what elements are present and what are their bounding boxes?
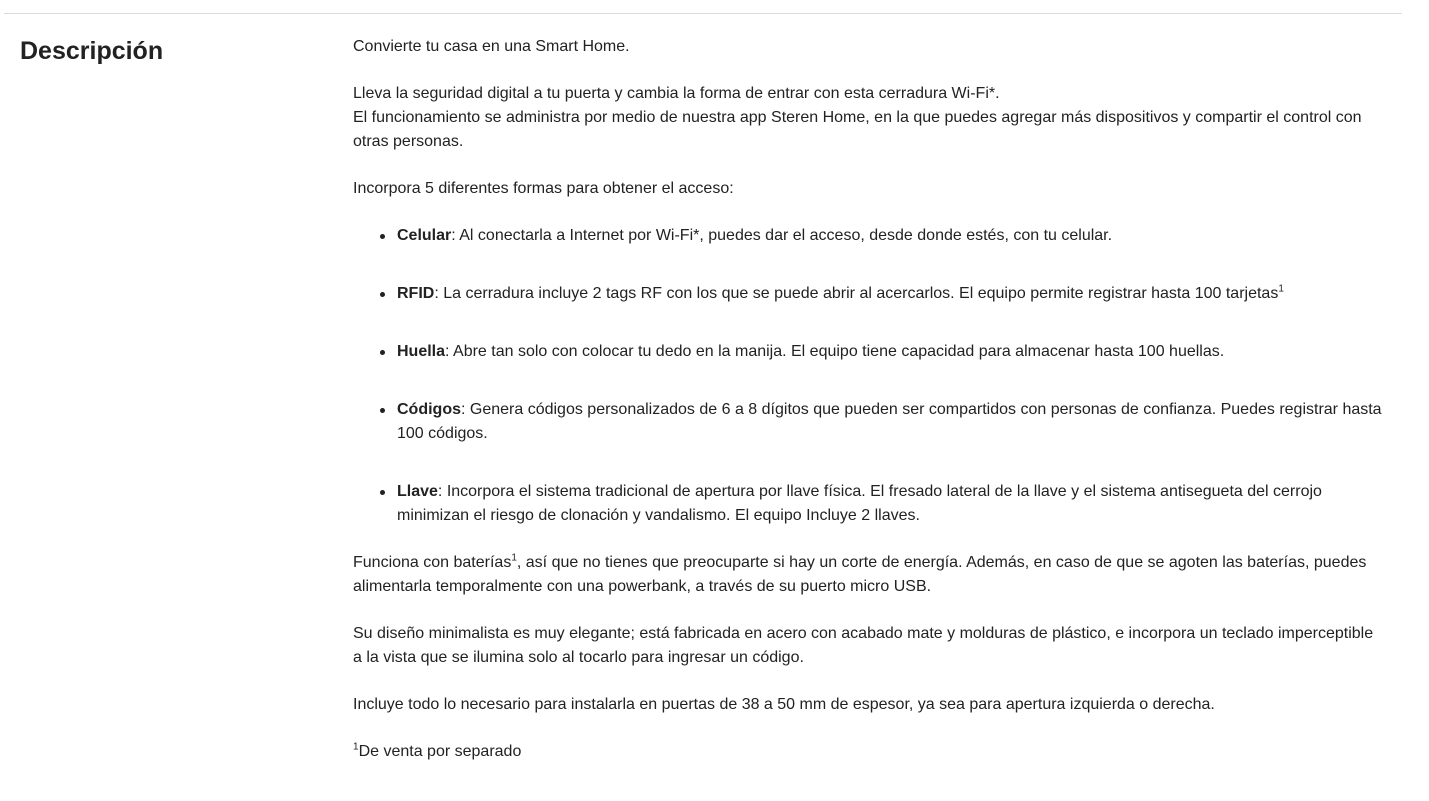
footnote-marker: 1 — [1278, 283, 1284, 295]
bullet-icon — [380, 234, 385, 239]
install-paragraph: Incluye todo lo necesario para instalarla en puertas de 38 a 50 mm de espesor, ya sea para apertura izquierda o derecha. — [353, 696, 1215, 713]
list-item — [397, 398, 1383, 446]
bullet-icon — [380, 292, 385, 297]
description-body — [353, 35, 1383, 764]
top-divider — [4, 13, 1402, 14]
footnote-marker: 1 — [353, 741, 359, 753]
battery-paragraph — [353, 551, 1383, 599]
footnote-marker: 1 — [511, 552, 517, 564]
list-item-text: : Al conectarla a Internet por Wi-Fi*, puedes dar el acceso, desde donde estés, con tu celular. — [451, 227, 1113, 244]
app-paragraph-line2: El funcionamiento se administra por medio de nuestra app Steren Home, en la que puedes agregar más dispositivos y compartir el control con otras personas. — [353, 109, 1362, 150]
intro-paragraph: Convierte tu casa en una Smart Home. — [353, 38, 630, 55]
battery-text-end: , así que no tienes que preocuparte si hay un corte de energía. Además, en caso de que se agoten las baterías, puedes alimentarla temporalmente con una powerbank, a través de su puerto micro USB. — [353, 554, 1367, 595]
bullet-icon — [380, 408, 385, 413]
list-item-text: : La cerradura incluye 2 tags RF con los que se puede abrir al acercarlos. El equipo permite registrar hasta 100 tarjetas — [434, 285, 1279, 302]
list-item — [397, 282, 1383, 306]
list-item-text: : Abre tan solo con colocar tu dedo en la manija. El equipo tiene capacidad para almacenar hasta 100 huellas. — [445, 343, 1225, 360]
list-item-term: Huella — [397, 343, 446, 360]
app-paragraph-line1: Lleva la seguridad digital a tu puerta y cambia la forma de entrar con esta cerradura Wi-Fi*. — [353, 85, 1000, 102]
list-item — [397, 480, 1383, 528]
battery-text-start: Funciona con baterías — [353, 554, 512, 571]
list-item-text: : Incorpora el sistema tradicional de apertura por llave física. El fresado lateral de la llave y el sistema antisegueta del cerrojo minimizan el riesgo de clonación y vandalismo. El equipo Incluye 2 llaves. — [397, 483, 1322, 524]
list-item-term: Celular — [397, 227, 452, 244]
footnote — [353, 740, 1383, 764]
access-intro: Incorpora 5 diferentes formas para obtener el acceso: — [353, 180, 734, 197]
list-item — [397, 340, 1383, 364]
app-paragraph — [353, 82, 1383, 154]
list-item-term: Llave — [397, 483, 438, 500]
section-heading: Descripción — [20, 37, 164, 65]
design-paragraph: Su diseño minimalista es muy elegante; está fabricada en acero con acabado mate y molduras de plástico, e incorpora un teclado imperceptible a la vista que se ilumina solo al tocarlo para ingresar un código. — [353, 625, 1374, 666]
bullet-icon — [380, 490, 385, 495]
list-item-text: : Genera códigos personalizados de 6 a 8 dígitos que pueden ser compartidos con personas de confianza. Puedes registrar hasta 100 códigos. — [397, 401, 1382, 442]
list-item — [397, 224, 1383, 248]
list-item-term: Códigos — [397, 401, 461, 418]
access-methods-list — [353, 224, 1383, 528]
footnote-text: De venta por separado — [358, 743, 522, 760]
list-item-term: RFID — [397, 285, 435, 302]
bullet-icon — [380, 350, 385, 355]
